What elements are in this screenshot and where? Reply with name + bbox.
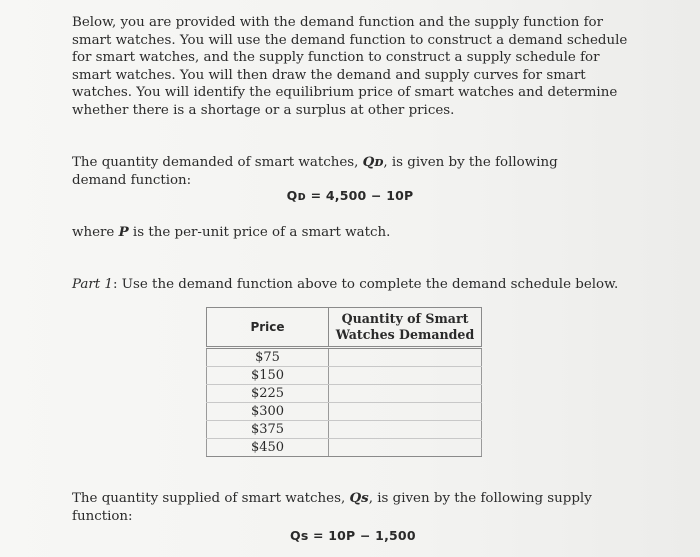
table-row xyxy=(207,403,482,421)
where-paragraph xyxy=(72,224,612,242)
supply-symbol: Qs xyxy=(349,490,369,506)
price-column-header: Price xyxy=(207,308,329,348)
where-lead-text: where xyxy=(72,225,119,240)
demand-schedule-table xyxy=(206,307,482,457)
quantity-cell[interactable] xyxy=(329,421,482,439)
table-header-row xyxy=(207,308,482,348)
part1-instruction xyxy=(72,276,632,294)
supply-lead-text: The quantity supplied of smart watches, xyxy=(72,491,350,506)
price-cell: $375 xyxy=(207,421,329,439)
quantity-cell[interactable] xyxy=(329,385,482,403)
table-row xyxy=(207,367,482,385)
demand-tail-text: , is given by the following demand function: xyxy=(72,155,558,188)
quantity-cell[interactable] xyxy=(329,367,482,385)
part1-label: Part 1 xyxy=(72,277,113,292)
supply-equation: Qs = 10P − 1,500 xyxy=(290,528,416,543)
quantity-cell[interactable] xyxy=(329,439,482,457)
demand-equation: Qᴅ = 4,500 − 10P xyxy=(286,188,414,203)
where-tail-text: is the per-unit price of a smart watch. xyxy=(128,225,391,240)
quantity-cell[interactable] xyxy=(329,348,482,367)
table-row xyxy=(207,439,482,457)
table-row xyxy=(207,348,482,367)
price-cell: $300 xyxy=(207,403,329,421)
supply-tail-text: , is given by the following supply function: xyxy=(72,491,592,524)
supply-intro-paragraph xyxy=(72,490,612,525)
price-symbol: P xyxy=(118,224,129,240)
quantity-cell[interactable] xyxy=(329,403,482,421)
demand-symbol: Qᴅ xyxy=(362,154,384,170)
table-row xyxy=(207,421,482,439)
price-cell: $75 xyxy=(207,348,329,367)
price-cell: $225 xyxy=(207,385,329,403)
demand-intro-paragraph xyxy=(72,154,612,189)
table-row xyxy=(207,385,482,403)
price-cell: $150 xyxy=(207,367,329,385)
intro-paragraph: Below, you are provided with the demand function and the supply function for smart watches. You will use the demand function to construct a demand schedule for smart watches, and the supply function to construct a supply schedule for smart watches. You will then draw the demand and supply curves for smart watches. You will identify the equilibrium price of smart watches and determine whether there is a shortage or a surplus at other prices. xyxy=(72,15,628,118)
quantity-column-header: Quantity of Smart Watches Demanded xyxy=(329,308,482,348)
part1-text: : Use the demand function above to complete the demand schedule below. xyxy=(112,277,619,292)
price-cell: $450 xyxy=(207,439,329,457)
demand-lead-text: The quantity demanded of smart watches, xyxy=(72,155,363,170)
